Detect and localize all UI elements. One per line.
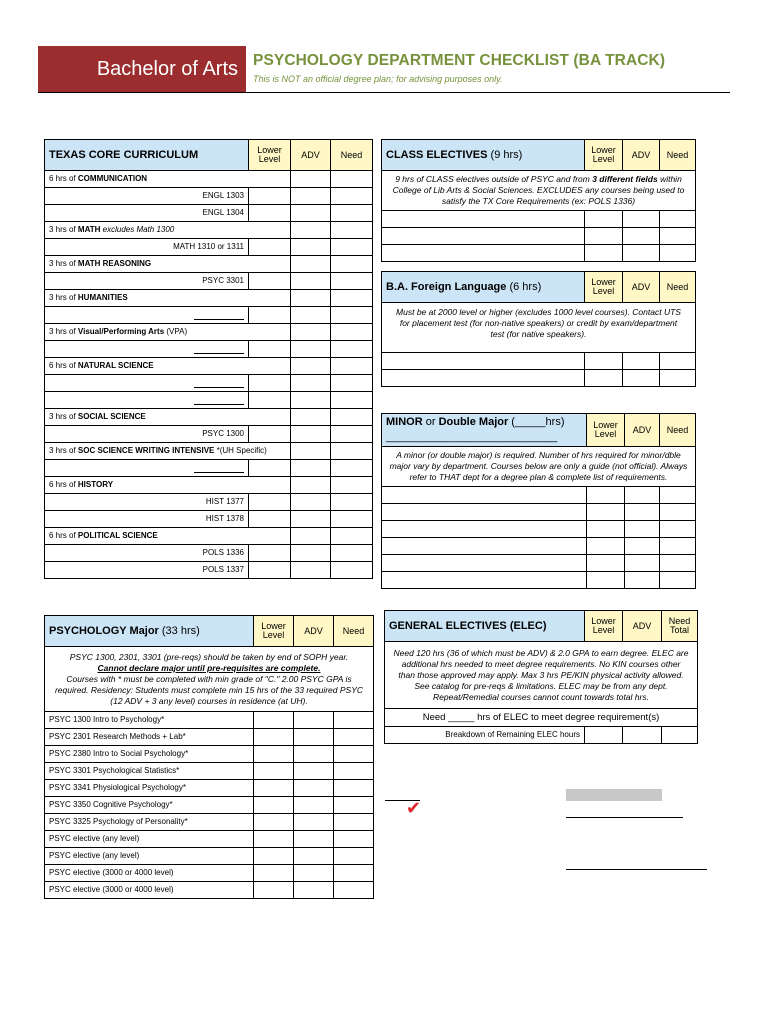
- col-lower: Lower Level: [249, 140, 291, 171]
- minor-table: MINOR or Double Major (_____hrs) ____________________________ Lower Level ADV Need A minor (or double major) is required. Number of hrs required for minor/dble major vary by department. Courses below are only a guide (not official). Always refer to THAT dept for a degree plan & complete list of requirements.: [381, 413, 696, 589]
- minor-note: A minor (or double major) is required. Number of hrs required for minor/dble major vary by department. Courses below are only a guide (not official). Always refer to THAT dept for a degree plan & complete list of requirements.: [382, 447, 696, 487]
- table-row: [382, 244, 696, 261]
- core-section-writing-intensive: 3 hrs of SOC SCIENCE WRITING INTENSIVE *(UH Specific): [45, 443, 373, 460]
- minor-title: MINOR or Double Major (_____hrs) ____________________________: [382, 414, 587, 447]
- general-electives-title: GENERAL ELECTIVES (ELEC): [385, 611, 585, 642]
- table-row: [382, 571, 696, 588]
- blank-course-field[interactable]: [194, 464, 244, 473]
- general-electives-note: Need 120 hrs (36 of which must be ADV) & 2.0 GPA to earn degree. ELEC are additional hrs needed to meet degree requirements. No KIN courses other than those approved may apply. Max 3 hrs PE/KIN physical activity allowed. See catalog for pre-reqs & limitations. ELEC may be from any dept. Repeat/Remedial courses cannot count towards total hrs.: [385, 642, 698, 709]
- brand-banner: Bachelor of Arts: [38, 46, 246, 92]
- table-row: [382, 537, 696, 554]
- blank-course-field[interactable]: [194, 311, 244, 320]
- core-section-political-science: 6 hrs of POLITICAL SCIENCE: [45, 528, 373, 545]
- table-row: MATH 1310 or 1311: [45, 239, 373, 256]
- table-row: [45, 307, 373, 324]
- table-row: HIST 1377: [45, 494, 373, 511]
- col-adv: ADV: [291, 140, 331, 171]
- table-row: PSYC 3350 Cognitive Psychology*: [45, 797, 374, 814]
- table-row: POLS 1337: [45, 562, 373, 579]
- page-subtitle: This is NOT an official degree plan; for advising purposes only.: [253, 74, 503, 84]
- table-row: ENGL 1303: [45, 188, 373, 205]
- table-row: [45, 392, 373, 409]
- table-row: [382, 210, 696, 227]
- psych-major-title: PSYCHOLOGY Major (33 hrs): [45, 616, 254, 647]
- table-row: POLS 1336: [45, 545, 373, 562]
- core-section-math-reasoning: 3 hrs of MATH REASONING: [45, 256, 373, 273]
- table-row: PSYC 2380 Intro to Social Psychology*: [45, 746, 374, 763]
- table-row: PSYC elective (any level): [45, 831, 374, 848]
- table-row: HIST 1378: [45, 511, 373, 528]
- header-rule: [38, 92, 730, 93]
- elec-breakdown-label: Breakdown of Remaining ELEC hours: [385, 727, 585, 744]
- psych-major-table: PSYCHOLOGY Major (33 hrs) Lower Level ADV Need PSYC 1300, 2301, 3301 (pre-reqs) should be taken by end of SOPH year. Cannot declare major until pre-requisites are complete. Courses with * must be completed with min grade of "C." 2.00 PSYC GPA is required. Residency: Students must complete min 15 hrs of the 33 required PSYC (12 ADV + 3 any level) courses in residence (at UH). PSYC 1300 Intro to Psychology* PSYC 2301 Research Methods + Lab* PSYC 2380 Intro to Social Psychology* PSYC 3301 Psychological Statistics* PSYC 3341 Physiological Psychology* PSYC 3350 Cognitive Psychology* PSYC 3325 Psychology of Personality* PSYC elective (any level) PSYC elective (any level) PSYC elective (3000 or 4000 level) PSYC elective (3000 or 4000 level): [44, 615, 374, 899]
- table-row: PSYC elective (3000 or 4000 level): [45, 882, 374, 899]
- table-row: [382, 227, 696, 244]
- table-row: [45, 341, 373, 358]
- class-electives-note: 9 hrs of CLASS electives outside of PSYC and from 3 different fields within College of Lib Arts & Social Sciences. EXCLUDES any courses being used to satisfy the TX Core Requirements (ex: POLS 1336): [382, 171, 696, 211]
- class-electives-title: CLASS ELECTIVES (9 hrs): [382, 140, 585, 171]
- foreign-language-note: Must be at 2000 level or higher (excludes 1000 level courses). Contact UTS for placement test (for non-native speakers) or credit by exam/department test (for native speakers).: [382, 303, 696, 353]
- core-section-math: 3 hrs of MATH excludes Math 1300: [45, 222, 373, 239]
- foreign-language-table: B.A. Foreign Language (6 hrs) Lower Level ADV Need Must be at 2000 level or higher (excludes 1000 level courses). Contact UTS for placement test (for non-native speakers) or credit by exam/department test (for native speakers).: [381, 271, 696, 387]
- col-need: Need: [331, 140, 373, 171]
- foreign-language-title: B.A. Foreign Language (6 hrs): [382, 272, 585, 303]
- table-row: ENGL 1304: [45, 205, 373, 222]
- core-section-natural-science: 6 hrs of NATURAL SCIENCE: [45, 358, 373, 375]
- blank-course-field[interactable]: [194, 379, 244, 388]
- core-table: [44, 139, 373, 579]
- table-row: PSYC elective (3000 or 4000 level): [45, 865, 374, 882]
- signature-line-2: [566, 869, 707, 870]
- table-row: PSYC 3341 Physiological Psychology*: [45, 780, 374, 797]
- table-row: [382, 486, 696, 503]
- general-electives-table: GENERAL ELECTIVES (ELEC) Lower Level ADV Need Total Need 120 hrs (36 of which must be ADV) & 2.0 GPA to earn degree. ELEC are additional hrs needed to meet degree requirements. No KIN courses other than those approved may apply. Max 3 hrs PE/KIN physical activity allowed. See catalog for pre-reqs & limitations. ELEC may be from any dept. Repeat/Remedial courses cannot count towards total hrs. Need _____ hrs of ELEC to meet degree requirement(s) Breakdown of Remaining ELEC hours: [384, 610, 698, 744]
- table-row: [382, 554, 696, 571]
- table-row: [382, 503, 696, 520]
- elec-need-line[interactable]: Need _____ hrs of ELEC to meet degree requirement(s): [385, 709, 698, 727]
- table-row: PSYC 1300: [45, 426, 373, 443]
- core-title: TEXAS CORE CURRICULUM: [45, 140, 249, 171]
- table-row: [382, 369, 696, 386]
- table-row: [382, 352, 696, 369]
- blank-course-field[interactable]: [194, 396, 244, 405]
- table-row: PSYC 3301: [45, 273, 373, 290]
- table-row: PSYC 3301 Psychological Statistics*: [45, 763, 374, 780]
- table-row: PSYC elective (any level): [45, 848, 374, 865]
- gray-highlight-field: [566, 789, 662, 801]
- table-row: [385, 727, 698, 744]
- signature-line-1: [566, 817, 683, 818]
- class-electives-table: CLASS ELECTIVES (9 hrs) Lower Level ADV Need 9 hrs of CLASS electives outside of PSYC and from 3 different fields within College of Lib Arts & Social Sciences. EXCLUDES any courses being used to satisfy the TX Core Requirements (ex: POLS 1336): [381, 139, 696, 262]
- table-row: [45, 375, 373, 392]
- table-row: PSYC 3325 Psychology of Personality*: [45, 814, 374, 831]
- core-section-communication: 6 hrs of COMMUNICATION: [45, 171, 373, 188]
- page-title: PSYCHOLOGY DEPARTMENT CHECKLIST (BA TRACK): [253, 52, 666, 69]
- table-row: PSYC 1300 Intro to Psychology*: [45, 712, 374, 729]
- table-row: PSYC 2301 Research Methods + Lab*: [45, 729, 374, 746]
- core-section-vpa: 3 hrs of Visual/Performing Arts (VPA): [45, 324, 373, 341]
- psych-major-note: PSYC 1300, 2301, 3301 (pre-reqs) should be taken by end of SOPH year. Cannot declare major until pre-requisites are complete. Courses with * must be completed with min grade of "C." 2.00 PSYC GPA is required. Residency: Students must complete min 15 hrs of the 33 required PSYC (12 ADV + 3 any level) courses in residence (at UH).: [45, 647, 374, 712]
- table-row: [45, 460, 373, 477]
- core-section-social-science: 3 hrs of SOCIAL SCIENCE: [45, 409, 373, 426]
- checkmark-icon: ✔: [406, 798, 422, 818]
- core-section-humanities: 3 hrs of HUMANITIES: [45, 290, 373, 307]
- blank-course-field[interactable]: [194, 345, 244, 354]
- core-section-history: 6 hrs of HISTORY: [45, 477, 373, 494]
- table-row: [382, 520, 696, 537]
